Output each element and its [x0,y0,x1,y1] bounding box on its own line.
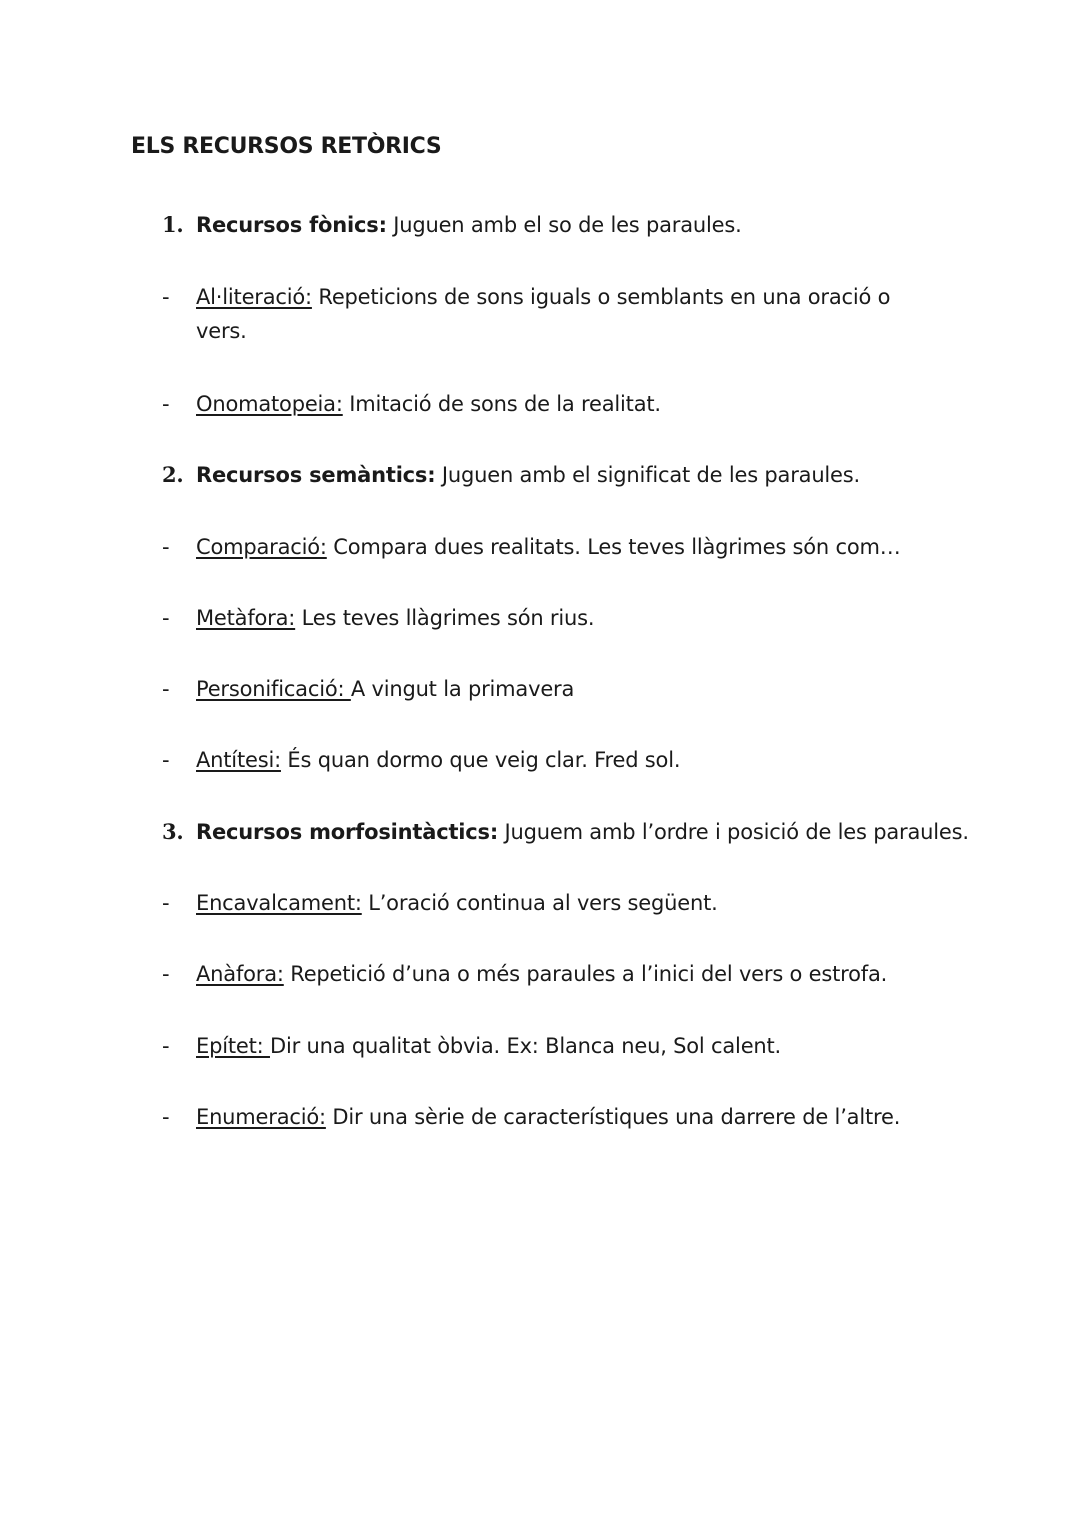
section-title: Recursos fònics: [196,213,387,237]
section-description: Juguem amb l’ordre i posició de les paraules. [498,820,969,844]
dash-bullet: - [162,285,170,309]
term-definition: A vingut la primavera [350,677,575,701]
term-definition: Repetició d’una o més paraules a l’inici del vers o estrofa. [283,962,888,986]
term-definition: Compara dues realitats. Les teves llàgrimes són com… [326,535,901,559]
dash-bullet: - [162,606,170,630]
section-number: 1. [162,212,184,237]
section-number: 3. [162,819,184,844]
term-definition: Imitació de sons de la realitat. [342,392,661,416]
term-definition: Dir una sèrie de característiques una darrere de l’altre. [325,1105,901,1129]
term-label: Metàfora: [196,606,296,630]
dash-bullet: - [162,1105,170,1129]
term-definition: És quan dormo que veig clar. Fred sol. [280,748,681,772]
term-label: Personificació: [196,677,351,701]
section-title: Recursos morfosintàctics: [196,820,499,844]
dash-bullet: - [162,962,170,986]
section-title: Recursos semàntics: [196,463,436,487]
term-label: Anàfora: [196,962,284,986]
term-label: Comparació: [196,535,327,559]
dash-bullet: - [162,1034,170,1058]
term-definition: L’oració continua al vers següent. [361,891,718,915]
term-label: Enumeració: [196,1105,326,1129]
term-definition: Les teves llàgrimes són rius. [295,606,595,630]
dash-bullet: - [162,748,170,772]
page-title: ELS RECURSOS RETÒRICS [131,134,442,159]
term-label: Antítesi: [196,748,281,772]
section-description: Juguen amb el so de les paraules. [386,213,742,237]
dash-bullet: - [162,891,170,915]
term-label: Al·literació: [196,285,312,309]
term-label: Epítet: [196,1034,270,1058]
dash-bullet: - [162,535,170,559]
term-label: Encavalcament: [196,891,362,915]
section-description: Juguen amb el significat de les paraules. [435,463,860,487]
dash-bullet: - [162,677,170,701]
section-number: 2. [162,462,184,487]
term-definition: Repeticions de sons iguals o semblants en una oració o vers. [196,285,891,343]
dash-bullet: - [162,392,170,416]
term-label: Onomatopeia: [196,392,343,416]
term-definition: Dir una qualitat òbvia. Ex: Blanca neu, Sol calent. [269,1034,782,1058]
